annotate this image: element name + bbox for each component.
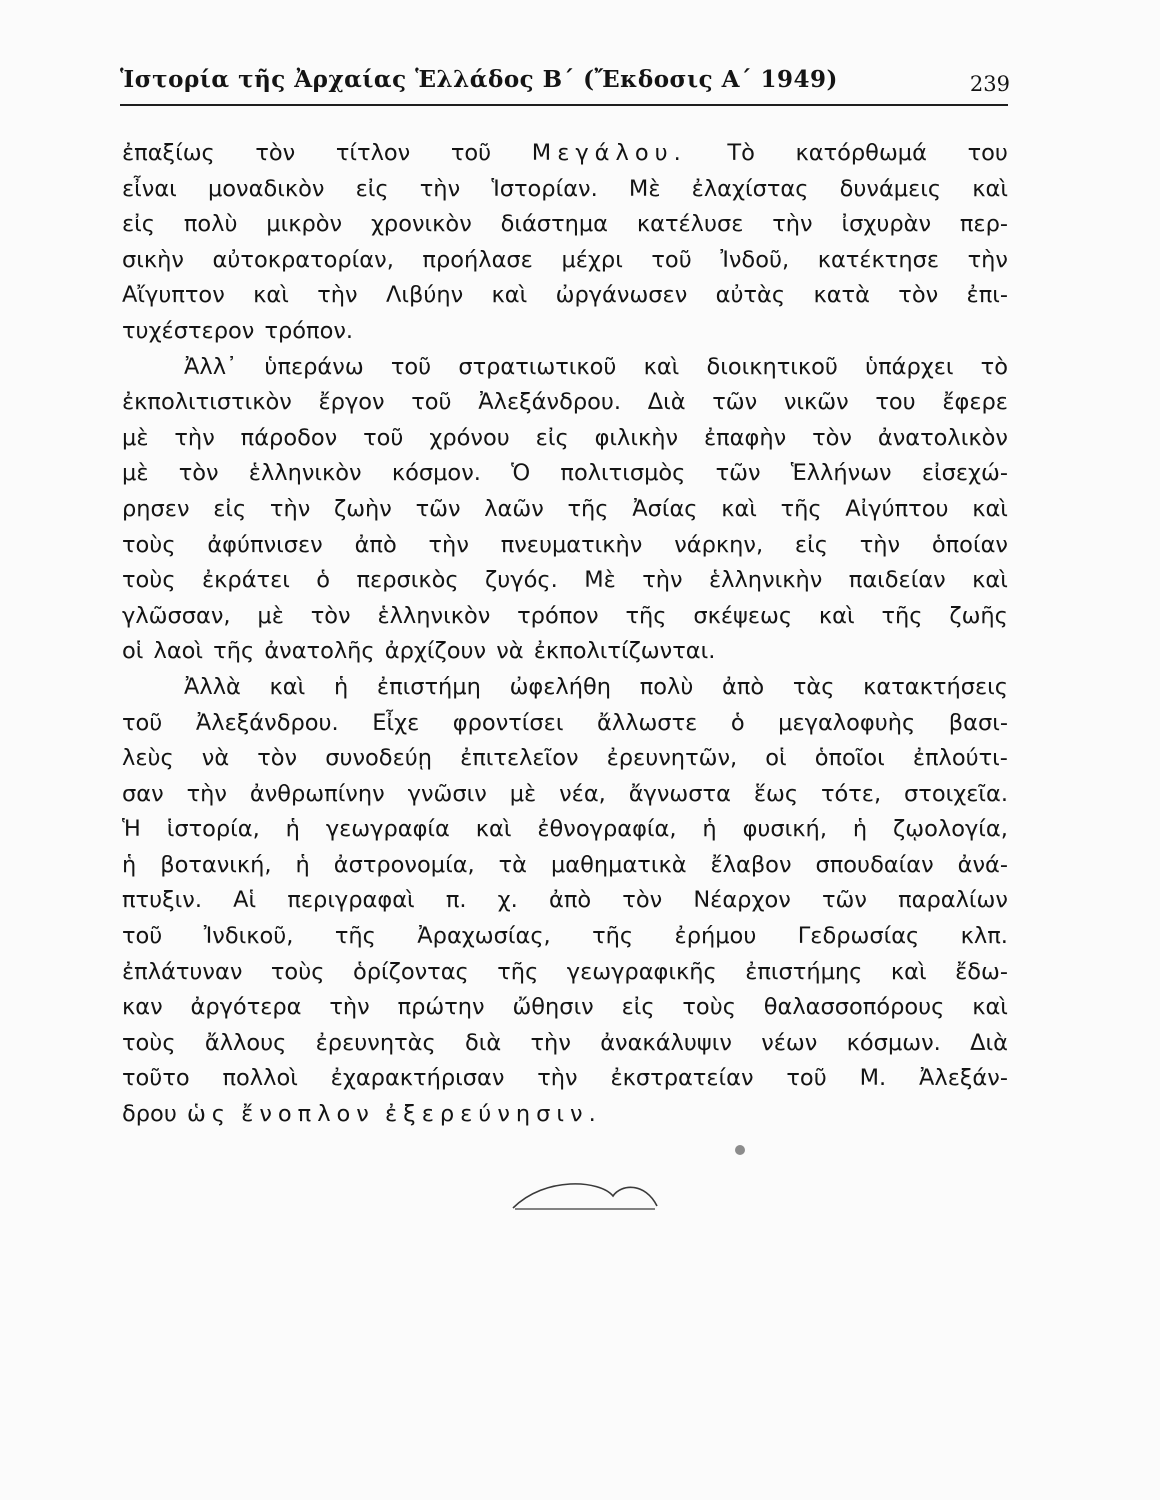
word: ἑλληνικὸν (248, 460, 362, 487)
word: λεὺς (122, 745, 174, 772)
word: ἔνοπλον (241, 1101, 375, 1128)
word: τὴν (537, 1065, 578, 1092)
word: ἀπὸ (354, 531, 397, 558)
word: τῆς (213, 638, 255, 665)
word: πτυξιν. (122, 887, 202, 914)
word: Ἰνδοῦ, (720, 246, 790, 273)
word: κλπ. (960, 923, 1008, 950)
word: ἄγνωστα (628, 780, 731, 807)
word: Μὲ (584, 567, 616, 594)
word: ὑπάρχει (865, 353, 954, 380)
word: ὑπεράνω (264, 353, 364, 380)
word: καὶ (972, 567, 1008, 594)
word: ἄλλωστε (597, 709, 698, 736)
word: τοῦ (411, 389, 452, 416)
word: τὴν (642, 567, 683, 594)
word: κόσμον. (391, 460, 481, 487)
word: τοὺς (122, 531, 176, 558)
text-line (122, 706, 1008, 742)
word: περιγραφαὶ (287, 887, 415, 914)
word: βοτανική, (160, 851, 272, 878)
word: Τὸ (727, 140, 755, 166)
word: του (967, 140, 1008, 166)
word: ἐθνογραφία, (537, 816, 677, 843)
word: ἐπιστήμης (745, 958, 863, 985)
word: πνευματικὴν (500, 531, 643, 558)
word: σπουδαίαν (815, 851, 934, 878)
word: Νέαρχον (693, 887, 791, 914)
text-line (122, 528, 1008, 564)
word: χ. (497, 887, 518, 914)
word: μεγαλοφυὴς (778, 709, 916, 736)
word: νέα, (559, 780, 606, 807)
word: ἀφύπνισεν (207, 531, 323, 558)
word: ζωὴν (333, 495, 392, 522)
word: τὸν (178, 460, 219, 487)
word: ἡ (702, 816, 717, 843)
text-line (122, 670, 1008, 706)
text-line (122, 990, 1008, 1026)
word: ἀνατολῆς (264, 638, 375, 665)
word: παιδείαν (848, 567, 946, 594)
word: ἐλαχίστας (691, 175, 809, 202)
text-line (122, 883, 1008, 919)
word: παραλίων (898, 887, 1008, 914)
word: καὶ (972, 495, 1008, 522)
word: εἰς (621, 994, 655, 1021)
word: εἰς (213, 495, 247, 522)
word: βασι- (948, 709, 1008, 736)
word: νὰ (496, 638, 524, 665)
word: πολλοὶ (222, 1065, 298, 1092)
word: αὐτὰς (715, 282, 786, 309)
ink-speck (735, 1145, 745, 1155)
word: Ἱστορίαν. (491, 175, 598, 202)
word: εἰσεχώ- (921, 460, 1008, 487)
word: γεωγραφικῆς (566, 958, 717, 985)
word: καὶ (269, 673, 306, 700)
word: ζῳολογία, (893, 816, 1008, 843)
word: τοῦ (122, 923, 163, 950)
word: μὲ (257, 602, 284, 629)
word: μὲ (122, 460, 149, 487)
word: ὠφελήθη (509, 673, 612, 700)
word: κατέλυσε (636, 211, 744, 238)
word: ἐπαφὴν (703, 424, 787, 451)
text-line (122, 848, 1008, 884)
text-line (122, 919, 1008, 955)
word: ἐξερεύνησιν. (384, 1101, 602, 1128)
text-line (122, 136, 1008, 172)
word: φροντίσει (452, 709, 564, 736)
text-line (122, 456, 1008, 492)
word: Μ. (859, 1065, 887, 1092)
word: τῶν (715, 460, 761, 487)
text-line (122, 207, 1008, 243)
word: τῆς (780, 495, 822, 522)
word: ἀπὸ (722, 673, 765, 700)
word: τοῦ (363, 424, 404, 451)
word: ἐκράτει (201, 567, 290, 594)
word: ἱστορία, (166, 816, 260, 843)
word: ζυγός. (485, 567, 558, 594)
word: ἐπιστήμη (376, 673, 481, 700)
word: καὶ (491, 282, 528, 309)
word: ἡ (295, 851, 310, 878)
word: Γεδρωσίας (797, 923, 920, 950)
word: ἑλληνικὸν (377, 602, 491, 629)
running-title: Ἱστορία τῆς Ἀρχαίας Ἑλλάδος Β΄ (Ἔκδοσις Α΄ 1949) (120, 66, 838, 93)
word: κατακτήσεις (863, 673, 1008, 700)
text-line (122, 812, 1008, 848)
word: ἰσχυρὰν (841, 211, 932, 238)
page-number: 239 (969, 72, 1010, 96)
word: κόσμων. (846, 1029, 941, 1056)
word: στρατιωτικοῦ (458, 353, 617, 380)
text-line (122, 314, 1008, 350)
text-line (122, 492, 1008, 528)
word: Ἀλεξάνδρου. (478, 389, 622, 416)
word: τοῦ (450, 140, 492, 166)
word: τοὺς (682, 994, 736, 1021)
word: ἕως (753, 780, 799, 807)
word: τὴν (317, 282, 358, 309)
word: ἡ (333, 673, 349, 700)
word: τὸν (622, 887, 663, 914)
word: Ἀλεξάνδρου. (195, 709, 339, 736)
word: του (875, 389, 916, 416)
word: ἔλαβον (710, 851, 792, 878)
text-line (122, 243, 1008, 279)
word: καὶ (475, 816, 512, 843)
word: ἐρήμου (674, 923, 757, 950)
word: ἔδω- (955, 958, 1008, 985)
word: Λιβύην (385, 282, 464, 309)
word: πάροδον (240, 424, 338, 451)
word: ἡ (122, 851, 137, 878)
word: ἄλλους (204, 1029, 287, 1056)
word: τὴν (186, 780, 227, 807)
word: τοῦτο (122, 1065, 190, 1092)
word: ὁ (316, 567, 331, 594)
word: τῆς (497, 958, 539, 985)
text-line (122, 955, 1008, 991)
word: Αἰγύπτου (845, 495, 949, 522)
word: τὴν (530, 1029, 571, 1056)
word: Ἰνδικοῦ, (203, 923, 294, 950)
text-line (122, 599, 1008, 635)
text-line (122, 421, 1008, 457)
word: Ἑλλήνων (790, 460, 892, 487)
word: πολὺ (183, 211, 238, 238)
word: ἀρχίζουν (384, 638, 487, 665)
word: διὰ (464, 1029, 502, 1056)
word: δρου (122, 1101, 177, 1128)
word: ἐκπολιτίζωνται. (533, 638, 716, 665)
word: τὴν (419, 175, 461, 202)
word: ἐρευνητῶν, (606, 745, 738, 772)
word: ἐπιτελεῖον (460, 745, 579, 772)
word: νάρκην, (674, 531, 764, 558)
word: τοὺς (122, 1029, 176, 1056)
word: οἱ (765, 745, 787, 772)
text-line (122, 385, 1008, 421)
word: μαθηματικὰ (550, 851, 687, 878)
word: μὲ (122, 424, 149, 451)
word: γνῶσιν (407, 780, 487, 807)
word: τρόπον (517, 602, 599, 629)
word: αὐτοκρατορίαν, (212, 246, 394, 273)
word: νικῶν (783, 389, 849, 416)
word: καὶ (818, 602, 855, 629)
word: τῆς (334, 923, 376, 950)
word: τὴν (772, 211, 813, 238)
word: τὴν (428, 531, 469, 558)
word: ἐρευνητὰς (315, 1029, 436, 1056)
word: ἀνακάλυψιν (600, 1029, 732, 1056)
word: πολὺ (639, 673, 694, 700)
body-text (122, 136, 1008, 1133)
word: τὰ (498, 851, 528, 878)
word: Ἀσίας (632, 495, 698, 522)
word: τῶν (821, 887, 867, 914)
word: Αἴγυπτον (122, 282, 225, 309)
word: τὸν (898, 282, 939, 309)
word: τὴν (174, 424, 215, 451)
word: τῆς (625, 602, 667, 629)
text-line (122, 1061, 1008, 1097)
word: δυνάμεις (839, 175, 942, 202)
word: στοιχεῖα. (904, 780, 1008, 807)
word: πρώτην (397, 994, 485, 1021)
word: εἰς (535, 424, 569, 451)
word: ἡ (285, 816, 300, 843)
word: τρόπον. (264, 317, 354, 344)
word: λαοὶ (153, 638, 204, 665)
word: τὸν (310, 602, 351, 629)
word: περσικὸς (356, 567, 459, 594)
word: καὶ (643, 353, 680, 380)
word: ἀπὸ (548, 887, 592, 914)
word: τὸ (980, 353, 1008, 380)
word: κατόρθωμά (795, 140, 927, 166)
word: εἰς (122, 211, 155, 238)
word: καὶ (890, 958, 927, 985)
word: ὁποῖοι (814, 745, 885, 772)
word: Μὲ (628, 175, 661, 202)
word: τὰς (792, 673, 835, 700)
word: ἐχαρακτήρισαν (330, 1065, 505, 1092)
word: τῆς (567, 495, 609, 522)
word: καν (122, 994, 163, 1021)
text-line (122, 278, 1008, 314)
word: ἐπλάτυναν (122, 958, 243, 985)
text-line (122, 634, 1008, 670)
word: ἔφερε (942, 389, 1008, 416)
word: τῆς (592, 923, 634, 950)
word: ἀστρονομία, (333, 851, 475, 878)
word: κατέκτησε (817, 246, 940, 273)
word: εἰς (355, 175, 389, 202)
word: ὁ (730, 709, 745, 736)
word: τῶν (415, 495, 461, 522)
word: ἑλληνικὴν (709, 567, 823, 594)
word: Ἡ (122, 816, 141, 843)
word: εἰς (794, 531, 828, 558)
word: οἱ (122, 638, 144, 665)
word: μοναδικὸν (207, 175, 325, 202)
word: σκέψεως (693, 602, 793, 629)
word: ὁρίζοντας (352, 958, 469, 985)
word: ρησεν (122, 495, 190, 522)
text-line (122, 1026, 1008, 1062)
word: τὸν (812, 424, 852, 451)
word: φυσική, (742, 816, 827, 843)
word: τότε, (820, 780, 882, 807)
text-line (122, 1097, 1008, 1133)
text-line (122, 741, 1008, 777)
word: ἔργον (318, 389, 385, 416)
word: γλῶσσαν, (122, 602, 231, 629)
word: ἐκπολιτιστικὸν (122, 389, 292, 416)
word: Εἶχε (372, 709, 420, 736)
word: μέχρι (561, 246, 623, 273)
word: ὤθησιν (512, 994, 594, 1021)
text-line (122, 350, 1008, 386)
word: ζωῆς (949, 602, 1008, 629)
word: γεωγραφία (325, 816, 450, 843)
word: θαλασσοπόρους (763, 994, 945, 1021)
word: καὶ (972, 175, 1008, 202)
word: Διὰ (970, 1029, 1008, 1056)
end-ornament (505, 1168, 665, 1216)
text-line (122, 172, 1008, 208)
text-line (122, 563, 1008, 599)
word: τὴν (329, 994, 370, 1021)
word: τὴν (859, 531, 901, 558)
word: διοικητικοῦ (706, 353, 838, 380)
word: περ- (959, 211, 1008, 238)
word: Ἀραχωσίας, (417, 923, 551, 950)
word: ὠργάνωσεν (555, 282, 688, 309)
word: ἀνθρωπίνην (249, 780, 385, 807)
word: τὴν (967, 246, 1008, 273)
word: τὴν (269, 495, 311, 522)
word: τοῦ (786, 1065, 827, 1092)
running-header (120, 62, 1010, 102)
word: ἡ (852, 816, 868, 843)
word: πολιτισμὸς (560, 460, 686, 487)
word: χρόνου (429, 424, 510, 451)
word: ἐκστρατείαν (610, 1065, 754, 1092)
word: τυχέστερον (122, 317, 255, 344)
word: ἐπλούτι- (912, 745, 1008, 772)
word: μικρὸν (266, 211, 343, 238)
word: ἐπαξίως (122, 140, 215, 166)
word: τὸν (257, 745, 298, 772)
word: τοὺς (122, 567, 176, 594)
word: τοῦ (651, 246, 692, 273)
word: καὶ (253, 282, 289, 309)
word: σαν (122, 780, 164, 807)
word: εἶναι (122, 175, 177, 202)
word: τοῦ (390, 353, 432, 380)
word: Μεγάλου. (531, 140, 687, 166)
word: τοὺς (270, 958, 325, 985)
word: ὡς (186, 1101, 232, 1128)
word: π. (445, 887, 467, 914)
word: συνοδεύῃ (325, 745, 433, 772)
word: νὰ (201, 745, 230, 772)
word: καὶ (972, 994, 1008, 1021)
word: ἀνά- (957, 851, 1008, 878)
word: Διὰ (647, 389, 686, 416)
word: τίτλον (335, 140, 411, 166)
word: ἐπι- (966, 282, 1008, 309)
word: Ἀλεξάν- (919, 1065, 1008, 1092)
word: καὶ (721, 495, 757, 522)
word: τῶν (712, 389, 758, 416)
word: κατὰ (813, 282, 870, 309)
word: φιλικὴν (594, 424, 679, 451)
word: προήλασε (422, 246, 533, 273)
word: Ἀλλὰ (184, 673, 241, 700)
word: τῆς (881, 602, 923, 629)
word: Αἱ (233, 887, 257, 914)
word: λαῶν (484, 495, 544, 522)
word: ἀργότερα (190, 994, 302, 1021)
text-line (122, 777, 1008, 813)
word: χρονικὸν (370, 211, 472, 238)
word: μὲ (509, 780, 537, 807)
word: ὁποίαν (931, 531, 1008, 558)
word: Ἀλλ᾿ (184, 353, 238, 380)
word: Ὁ (511, 460, 531, 487)
word: ἀνατολικὸν (877, 424, 1008, 451)
word: νέων (761, 1029, 818, 1056)
header-rule (120, 104, 1008, 106)
word: τοῦ (122, 709, 163, 736)
word: τὸν (255, 140, 296, 166)
word: σικὴν (122, 246, 184, 273)
word: διάστημα (500, 211, 609, 238)
